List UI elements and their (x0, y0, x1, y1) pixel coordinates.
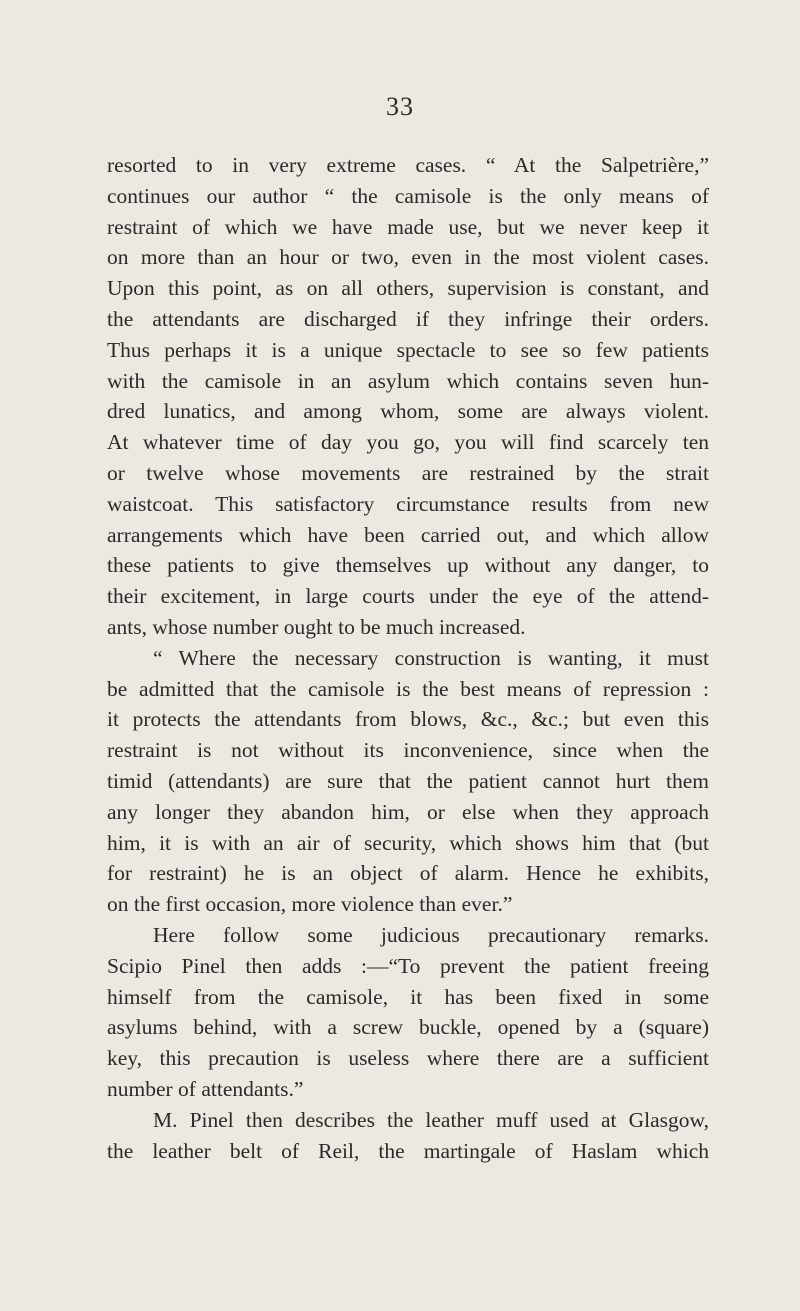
text-line: Here follow some judicious precautionary remarks. (153, 922, 709, 947)
text-line: ants, whose number ought to be much increased. (107, 614, 526, 639)
body-text (107, 150, 709, 1166)
text-line: M. Pinel then describes the leather muff used at Glasgow, (153, 1107, 709, 1132)
page-number: 33 (386, 92, 414, 121)
text-line: Thus perhaps it is a unique spectacle to see so few patients (107, 337, 709, 362)
text-line: or twelve whose movements are restrained by the strait (107, 460, 709, 485)
text-line: with the camisole in an asylum which contains seven hun- (107, 368, 709, 393)
text-line: number of attendants.” (107, 1076, 304, 1101)
text-line: on the first occasion, more violence than ever.” (107, 892, 513, 917)
text-line: “ Where the necessary construction is wanting, it must (153, 645, 709, 670)
text-line: himself from the camisole, it has been fixed in some (107, 984, 709, 1009)
text-line: for restraint) he is an object of alarm. Hence he exhibits, (107, 861, 709, 886)
text-line: their excitement, in large courts under the eye of the attend- (107, 584, 709, 609)
text-line: Scipio Pinel then adds :—“To prevent the patient freeing (107, 953, 709, 978)
text-line: restraint is not without its inconvenience, since when the (107, 738, 709, 763)
text-line: At whatever time of day you go, you will find scarcely ten (107, 430, 709, 455)
text-line: key, this precaution is useless where there are a sufficient (107, 1046, 709, 1071)
text-line: timid (attendants) are sure that the patient cannot hurt them (107, 768, 709, 793)
text-line: these patients to give themselves up without any danger, to (107, 553, 709, 578)
text-line: on more than an hour or two, even in the most violent cases. (107, 245, 709, 270)
text-line: dred lunatics, and among whom, some are always violent. (107, 399, 709, 424)
text-line: continues our author “ the camisole is the only means of (107, 183, 709, 208)
text-line: any longer they abandon him, or else when they approach (107, 799, 709, 824)
text-line: asylums behind, with a screw buckle, opened by a (square) (107, 1015, 709, 1040)
text-line: restraint of which we have made use, but we never keep it (107, 214, 709, 239)
text-line: waistcoat. This satisfactory circumstance results from new (107, 491, 709, 516)
text-line: it protects the attendants from blows, &c., &c.; but even this (107, 707, 709, 732)
text-line: the attendants are discharged if they infringe their orders. (107, 306, 709, 331)
text-line: be admitted that the camisole is the best means of repression : (107, 676, 709, 701)
text-line: arrangements which have been carried out, and which allow (107, 522, 709, 547)
text-line: him, it is with an air of security, which shows him that (but (107, 830, 709, 855)
text-line: the leather belt of Reil, the martingale of Haslam which (107, 1138, 709, 1163)
text-line: Upon this point, as on all others, supervision is constant, and (107, 276, 709, 301)
text-line: resorted to in very extreme cases. “ At the Salpetrière,” (107, 153, 709, 177)
